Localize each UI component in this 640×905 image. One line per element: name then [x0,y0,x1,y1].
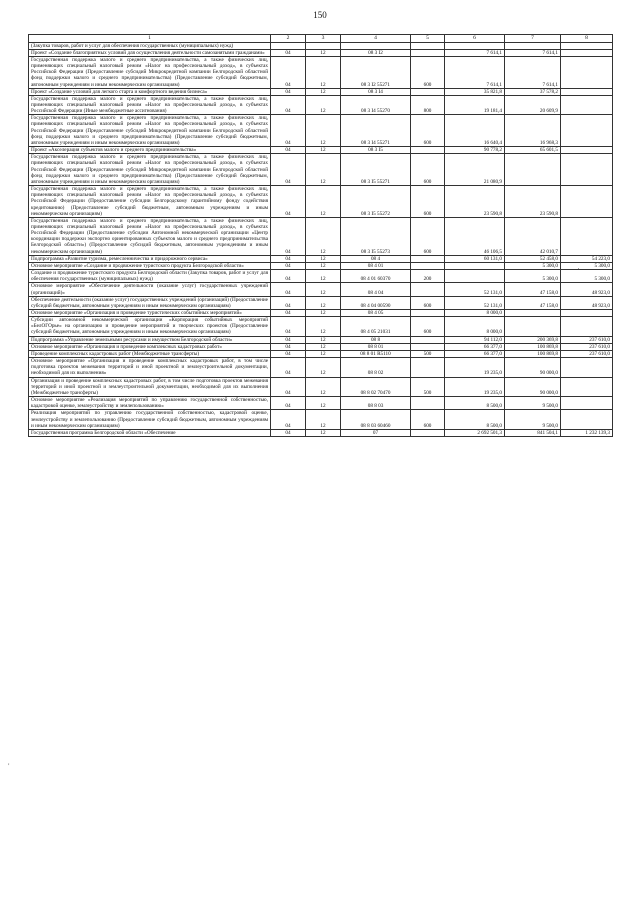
column-header: 2 [271,35,306,43]
expense-type-code-cell: 200 [411,270,445,283]
section-code-cell: 04 [271,88,306,95]
subsection-code-cell: 12 [306,115,341,147]
amount-year-2-cell: 37 578,2 [505,88,561,95]
amount-year-2-cell: 47 158,0 [505,296,561,309]
target-article-code-cell: 08 3 I2 55271 [341,56,411,88]
amount-year-3-cell [561,56,613,88]
amount-year-1-cell: 94 112,0 [445,336,505,343]
expense-type-code-cell [411,42,445,49]
section-code-cell: 04 [271,217,306,255]
section-code-cell: 04 [271,310,306,317]
amount-year-3-cell: 5 300,0 [561,270,613,283]
subsection-code-cell: 12 [306,262,341,269]
column-header: 5 [411,35,445,43]
amount-year-2-cell [505,317,561,336]
section-code-cell: 04 [271,49,306,56]
amount-year-1-cell: 52 131,0 [445,296,505,309]
table-row [29,317,613,336]
target-article-code-cell: 08 4 05 [341,310,411,317]
name-cell: Создание и продвижение туристского продукта Белгородской области (Закупка товаров, работ и услуг для обеспечения государственных (муниципальных) нужд) [29,270,271,283]
target-article-code-cell: 08 8 01 [341,343,411,350]
target-article-code-cell: 08 3 I5 [341,147,411,154]
section-code-cell: 04 [271,270,306,283]
section-code-cell: 04 [271,283,306,296]
table-row [29,154,613,186]
subsection-code-cell: 12 [306,410,341,429]
amount-year-1-cell: 16 640,4 [445,115,505,147]
page-number: 150 [313,10,327,20]
subsection-code-cell: 12 [306,283,341,296]
name-cell: Подпрограмма «Управление земельными ресурсами и имуществом Белгородской области» [29,336,271,343]
amount-year-1-cell [445,262,505,269]
subsection-code-cell: 12 [306,217,341,255]
table-row [29,49,613,56]
section-code-cell: 04 [271,350,306,357]
target-article-code-cell: 08 4 [341,255,411,262]
section-code-cell: 04 [271,410,306,429]
section-code-cell: 04 [271,147,306,154]
section-code-cell: 04 [271,358,306,377]
target-article-code-cell: 08 4 04 00590 [341,296,411,309]
name-cell: Реализация мероприятий по управлению государственной собственностью, кадастровой оценке, землеустройству и землепользованию (Предоставление субсидий бюджетным, автономным учреждениям и иным некоммерческим организациям) [29,410,271,429]
amount-year-3-cell [561,154,613,186]
section-code-cell: 04 [271,397,306,410]
amount-year-2-cell: 52 458,0 [505,255,561,262]
section-code-cell: 04 [271,296,306,309]
subsection-code-cell: 12 [306,88,341,95]
name-cell: Обеспечение деятельности (оказание услуг) государственных учреждений (организаций) (Предоставление субсидий бюджетным, автономным учреждениям и иным некоммерческим организациям) [29,296,271,309]
amount-year-3-cell: 237 610,0 [561,350,613,357]
subsection-code-cell: 12 [306,343,341,350]
amount-year-3-cell [561,147,613,154]
margin-mark: ' [578,268,580,274]
margin-mark: , [8,760,10,766]
subsection-code-cell: 12 [306,377,341,396]
name-cell: Организация и проведение комплексных кадастровых работ, в том числе подготовка проектов межевания территорий и иной проектной и землеустроительной документации, необходимой для их выполнения (Межбюджетные трансферты) [29,377,271,396]
name-cell: Основное мероприятие «Организация и проведение туристических событийных мероприятий» [29,310,271,317]
section-code-cell: 04 [271,255,306,262]
amount-year-1-cell: 7 614,1 [445,56,505,88]
table-row [29,255,613,262]
amount-year-3-cell: 237 610,0 [561,336,613,343]
amount-year-2-cell: 841 504,1 [505,429,561,436]
expense-type-code-cell [411,88,445,95]
amount-year-1-cell: 8 500,0 [445,410,505,429]
section-code-cell: 04 [271,336,306,343]
expense-type-code-cell [411,310,445,317]
subsection-code-cell: 12 [306,310,341,317]
amount-year-3-cell: 48 923,0 [561,296,613,309]
amount-year-1-cell: 60 131,0 [445,255,505,262]
target-article-code-cell: 08 3 I5 55271 [341,154,411,186]
subsection-code-cell [306,42,341,49]
name-cell: Основное мероприятие «Реализация мероприятий по управлению государственной собственностью, кадастровой оценке, землеустройству и землепользованию» [29,397,271,410]
expense-type-code-cell [411,358,445,377]
name-cell: Государственная программа Белгородской области «Обеспечение [29,429,271,436]
column-header: 1 [29,35,271,43]
table-row [29,310,613,317]
amount-year-1-cell: 21 080,9 [445,154,505,186]
budget-table [28,34,613,437]
expense-type-code-cell: 600 [411,56,445,88]
table-row [29,88,613,95]
table-row [29,377,613,396]
amount-year-1-cell: 35 821,8 [445,88,505,95]
subsection-code-cell: 12 [306,358,341,377]
expense-type-code-cell: 600 [411,217,445,255]
amount-year-1-cell: 7 614,1 [445,49,505,56]
amount-year-3-cell [561,358,613,377]
name-cell: Основное мероприятие «Организация и проведение комплексных кадастровых работ» [29,343,271,350]
amount-year-1-cell: 19 181,4 [445,95,505,114]
amount-year-3-cell: 54 223,0 [561,255,613,262]
table-row [29,217,613,255]
amount-year-3-cell [561,95,613,114]
name-cell: Основное мероприятие «Организация и проведение комплексных кадастровых работ, в том числе подготовка проектов межевания территорий и иной проектной и землеустроительной документации, необходимой для их выполнения» [29,358,271,377]
expense-type-code-cell [411,429,445,436]
expense-type-code-cell [411,49,445,56]
expense-type-code-cell: 600 [411,186,445,218]
amount-year-3-cell: 48 923,0 [561,283,613,296]
section-code-cell: 04 [271,262,306,269]
amount-year-3-cell [561,42,613,49]
amount-year-1-cell [445,42,505,49]
name-cell: (Закупка товаров, работ и услуг для обеспечения государственных (муниципальных) нужд) [29,42,271,49]
amount-year-3-cell [561,397,613,410]
expense-type-code-cell [411,147,445,154]
amount-year-2-cell: 20 609,9 [505,95,561,114]
amount-year-1-cell: 8 000,0 [445,310,505,317]
subsection-code-cell: 12 [306,147,341,154]
amount-year-2-cell: 47 158,0 [505,283,561,296]
target-article-code-cell: 08 8 02 [341,358,411,377]
amount-year-2-cell: 7 614,1 [505,49,561,56]
amount-year-2-cell: 100 869,8 [505,343,561,350]
amount-year-3-cell [561,186,613,218]
section-code-cell: 04 [271,115,306,147]
table-row [29,95,613,114]
table-row [29,42,613,49]
amount-year-3-cell: 237 610,0 [561,343,613,350]
amount-year-2-cell [505,42,561,49]
target-article-code-cell: 08 3 I5 55273 [341,217,411,255]
expense-type-code-cell: 800 [411,95,445,114]
name-cell: Государственная поддержка малого и среднего предпринимательства, а также физических лиц, применяющих специальный налоговый режим «Налог на профессиональный доход», в субъектах Российской Федерации (Иные межбюджетные ассигнования) [29,95,271,114]
column-header: 7 [505,35,561,43]
amount-year-3-cell [561,49,613,56]
amount-year-1-cell: 90 778,2 [445,147,505,154]
amount-year-1-cell [445,270,505,283]
expense-type-code-cell [411,283,445,296]
amount-year-1-cell: 52 131,0 [445,283,505,296]
amount-year-3-cell [561,88,613,95]
table-row [29,336,613,343]
amount-year-2-cell: 65 601,5 [505,147,561,154]
name-cell: Государственная поддержка малого и среднего предпринимательства, а также физических лиц, применяющих специальный налоговый режим «Налог на профессиональный доход», в субъектах Российской Федерации (Предоставление субсидий Микрокредитной компании Белгородской областной фонд поддержки малого и среднего предпринимательства) (Предоставление субсидий бюджетным, автономным учреждениям и иным некоммерческим организациям) [29,115,271,147]
section-code-cell: 04 [271,95,306,114]
amount-year-1-cell: 19 235,0 [445,358,505,377]
amount-year-2-cell: 9 500,0 [505,410,561,429]
expense-type-code-cell: 600 [411,115,445,147]
expense-type-code-cell: 600 [411,296,445,309]
section-code-cell: 04 [271,317,306,336]
table-row [29,410,613,429]
amount-year-3-cell [561,310,613,317]
target-article-code-cell: 08 3 I4 55271 [341,115,411,147]
section-code-cell: 04 [271,343,306,350]
amount-year-1-cell: 2 692 501,3 [445,429,505,436]
amount-year-1-cell: 66 377,0 [445,343,505,350]
table-row [29,296,613,309]
section-code-cell: 04 [271,377,306,396]
subsection-code-cell: 12 [306,317,341,336]
amount-year-3-cell [561,217,613,255]
section-code-cell: 04 [271,56,306,88]
name-cell: Подпрограмма «Развитие туризма, ремесленничества и придорожного сервиса» [29,255,271,262]
amount-year-2-cell: 90 000,0 [505,377,561,396]
target-article-code-cell: 08 4 01 60370 [341,270,411,283]
column-header: 3 [306,35,341,43]
column-numbers-row [29,35,613,43]
target-article-code-cell: 08 8 03 [341,397,411,410]
name-cell: Проект «Акселерация субъектов малого и среднего предпринимательства» [29,147,271,154]
expense-type-code-cell [411,255,445,262]
amount-year-1-cell: 66 377,0 [445,350,505,357]
target-article-code-cell [341,42,411,49]
column-header: 6 [445,35,505,43]
amount-year-2-cell: 9 500,0 [505,397,561,410]
expense-type-code-cell: 500 [411,350,445,357]
target-article-code-cell: 08 3 I2 [341,49,411,56]
target-article-code-cell: 08 4 05 21031 [341,317,411,336]
name-cell: Проект «Создание благоприятных условий для осуществления деятельности самозанятыми гражданами» [29,49,271,56]
table-row [29,147,613,154]
target-article-code-cell: 07 [341,429,411,436]
amount-year-3-cell [561,410,613,429]
amount-year-2-cell [505,154,561,186]
subsection-code-cell: 12 [306,95,341,114]
name-cell: Субсидии автономной некоммерческой организации «Корпорация событийных мероприятий «БелОГОрье» на организацию и проведение мероприятий и творческих проектов (Предоставление субсидий бюджетным, автономным учреждениям и иным некоммерческим организациям) [29,317,271,336]
column-header: 4 [341,35,411,43]
target-article-code-cell: 08 4 04 [341,283,411,296]
subsection-code-cell: 12 [306,49,341,56]
target-article-code-cell: 08 8 02 70470 [341,377,411,396]
amount-year-3-cell [561,377,613,396]
amount-year-2-cell: 23 590,8 [505,186,561,218]
section-code-cell: 04 [271,186,306,218]
target-article-code-cell: 08 8 [341,336,411,343]
target-article-code-cell: 08 8 01 R5110 [341,350,411,357]
subsection-code-cell: 12 [306,429,341,436]
subsection-code-cell: 12 [306,154,341,186]
table-row [29,429,613,436]
subsection-code-cell: 12 [306,296,341,309]
amount-year-2-cell: 5 300,0 [505,270,561,283]
expense-type-code-cell: 600 [411,154,445,186]
section-code-cell: 04 [271,429,306,436]
expense-type-code-cell: 600 [411,317,445,336]
target-article-code-cell: 08 8 03 60460 [341,410,411,429]
table-row [29,56,613,88]
name-cell: Проведение комплексных кадастровых работ (Межбюджетные трансферты) [29,350,271,357]
section-code-cell [271,42,306,49]
subsection-code-cell: 12 [306,270,341,283]
amount-year-2-cell: 90 000,0 [505,358,561,377]
subsection-code-cell: 12 [306,350,341,357]
amount-year-2-cell: 42 010,7 [505,217,561,255]
amount-year-2-cell: 100 869,8 [505,350,561,357]
amount-year-3-cell: 5 300,0 [561,262,613,269]
amount-year-1-cell: 23 590,8 [445,186,505,218]
table-row [29,397,613,410]
target-article-code-cell: 08 3 I4 [341,88,411,95]
name-cell: Основное мероприятие «Создание и продвижение туристского продукта Белгородской области» [29,262,271,269]
subsection-code-cell: 12 [306,397,341,410]
expense-type-code-cell: 600 [411,410,445,429]
target-article-code-cell: 08 3 I4 55270 [341,95,411,114]
table-row [29,283,613,296]
name-cell: Государственная поддержка малого и среднего предпринимательства, а также физических лиц, применяющих специальный налоговый режим «Налог на профессиональный доход», в субъектах Российской Федерации (Предоставление субсидий Микрокредитной компании Белгородской областной фонд поддержки малого и среднего предпринимательства) (Предоставление субсидий бюджетным, автономным учреждениям и иным некоммерческим организациям) [29,56,271,88]
name-cell: Основное мероприятие «Обеспечение деятельности (оказание услуг) государственных учреждений (организаций)» [29,283,271,296]
amount-year-1-cell: 46 106,5 [445,217,505,255]
table-body [29,42,613,436]
amount-year-2-cell: 5 300,0 [505,262,561,269]
amount-year-1-cell: 8 000,0 [445,317,505,336]
expense-type-code-cell [411,336,445,343]
amount-year-3-cell: 1 232 139,3 [561,429,613,436]
subsection-code-cell: 12 [306,186,341,218]
amount-year-2-cell: 7 614,1 [505,56,561,88]
table-row [29,270,613,283]
name-cell: Проект «Создание условий для легкого старта и комфортного ведения бизнеса» [29,88,271,95]
subsection-code-cell: 12 [306,56,341,88]
expense-type-code-cell: 500 [411,377,445,396]
amount-year-3-cell [561,115,613,147]
subsection-code-cell: 12 [306,255,341,262]
target-article-code-cell: 08 4 01 [341,262,411,269]
amount-year-3-cell [561,317,613,336]
table-row [29,262,613,269]
amount-year-2-cell: 16 968,3 [505,115,561,147]
table-row [29,350,613,357]
table-row [29,358,613,377]
column-header: 8 [561,35,613,43]
name-cell: Государственная поддержка малого и среднего предпринимательства, а также физических лиц, применяющих специальный налоговый режим «Налог на профессиональный доход», в субъектах Российской Федерации (Предоставление субсидий Микрокредитной компании Белгородской областной фонд поддержки малого и среднего предпринимательства) (Предоставление субсидий бюджетным, автономным учреждениям и иным некоммерческим организациям) [29,154,271,186]
section-code-cell: 04 [271,154,306,186]
table-row [29,343,613,350]
table-row [29,186,613,218]
expense-type-code-cell [411,397,445,410]
amount-year-1-cell: 19 235,0 [445,377,505,396]
table-row [29,115,613,147]
subsection-code-cell: 12 [306,336,341,343]
expense-type-code-cell [411,343,445,350]
expense-type-code-cell [411,262,445,269]
amount-year-2-cell [505,310,561,317]
amount-year-1-cell: 8 500,0 [445,397,505,410]
target-article-code-cell: 08 3 I5 55272 [341,186,411,218]
name-cell: Государственная поддержка малого и среднего предпринимательства, а также физических лиц, применяющих специальный налоговый режим «Налог на профессиональный доход», в субъектах Российской Федерации (Предоставление субсидии Белгородскому гарантийному фонду содействия кредитованию) (Предоставление субсидий бюджетным, автономным учреждениям и иным некоммерческим организациям) [29,186,271,218]
amount-year-2-cell: 200 369,8 [505,336,561,343]
name-cell: Государственная поддержка малого и среднего предпринимательства, а также физических лиц, применяющих специальный налоговый режим «Налог на профессиональный доход», в субъектах Российской Федерации (Предоставление субсидии Автономной некоммерческой организации «Центр координации поддержки экспортно ориентированных субъектов малого и среднего предпринимательства Белгородской области») (Предоставление субсидий бюджетным, автономным учреждениям и иным некоммерческим организациям) [29,217,271,255]
